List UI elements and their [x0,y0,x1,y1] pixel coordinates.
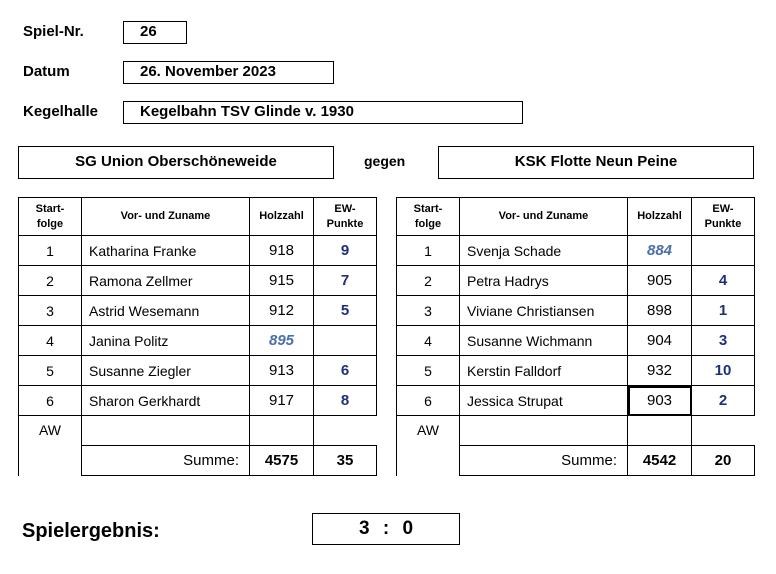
aw-label: AW [19,416,82,476]
start-nr: 3 [397,296,460,326]
spiel-nr-label: Spiel-Nr. [23,23,84,40]
ew-points-cell[interactable]: 10 [692,356,755,386]
table-row [19,266,377,296]
holzzahl-cell-selected[interactable]: 903 [628,386,692,416]
spielergebnis-label: Spielergebnis: [22,520,160,542]
aw-holz-cell[interactable] [628,416,692,446]
table-row [19,356,377,386]
ew-points-cell[interactable]: 8 [314,386,377,416]
table-row [397,266,755,296]
ew-points-cell[interactable] [692,236,755,266]
spiel-nr-field[interactable]: 26 [123,21,187,44]
holzzahl-cell[interactable]: 905 [628,266,692,296]
aw-empty [314,416,377,446]
table-row [19,386,377,416]
ew-points-cell[interactable]: 4 [692,266,755,296]
start-nr: 1 [397,236,460,266]
table-row [19,296,377,326]
table-header-row [19,198,377,236]
aw-row [397,416,755,446]
kegelhalle-field[interactable]: Kegelbahn TSV Glinde v. 1930 [123,101,523,124]
player-name[interactable]: Petra Hadrys [460,266,628,296]
col-ew-punkte: EW- Punkte [692,198,755,236]
col-holzzahl: Holzzahl [250,198,314,236]
holzzahl-cell[interactable]: 912 [250,296,314,326]
home-sum-ew: 35 [314,446,377,476]
player-name[interactable]: Svenja Schade [460,236,628,266]
holzzahl-cell[interactable]: 913 [250,356,314,386]
table-row [397,326,755,356]
aw-label: AW [397,416,460,476]
player-name[interactable]: Kerstin Falldorf [460,356,628,386]
result-field[interactable] [312,513,460,545]
col-holzzahl: Holzzahl [628,198,692,236]
holzzahl-cell-low[interactable]: 884 [628,236,692,266]
player-name[interactable]: Sharon Gerkhardt [82,386,250,416]
kegelhalle-label: Kegelhalle [23,103,99,120]
player-name[interactable]: Astrid Wesemann [82,296,250,326]
home-team-field[interactable]: SG Union Oberschöneweide [18,146,334,179]
ew-points-cell[interactable]: 3 [692,326,755,356]
start-nr: 6 [397,386,460,416]
gegen-label: gegen [364,153,406,169]
player-name[interactable]: Viviane Christiansen [460,296,628,326]
home-score-table [18,197,377,476]
aw-name-cell[interactable] [460,416,628,446]
aw-empty [692,416,755,446]
summe-label: Summe: [460,446,628,476]
away-sum-holz: 4542 [628,446,692,476]
start-nr: 3 [19,296,82,326]
holzzahl-cell[interactable]: 932 [628,356,692,386]
player-name[interactable]: Jessica Strupat [460,386,628,416]
away-sum-ew: 20 [692,446,755,476]
table-row [397,296,755,326]
aw-holz-cell[interactable] [250,416,314,446]
col-name: Vor- und Zuname [460,198,628,236]
player-name[interactable]: Susanne Ziegler [82,356,250,386]
table-row [397,386,755,416]
start-nr: 5 [19,356,82,386]
start-nr: 5 [397,356,460,386]
result-away: 0 [402,518,414,539]
start-nr: 2 [397,266,460,296]
holzzahl-cell-low[interactable]: 895 [250,326,314,356]
result-separator: : [382,518,390,539]
aw-name-cell[interactable] [82,416,250,446]
table-row [397,356,755,386]
player-name[interactable]: Janina Politz [82,326,250,356]
datum-field[interactable]: 26. November 2023 [123,61,334,84]
table-row [19,236,377,266]
ew-points-cell[interactable]: 1 [692,296,755,326]
start-nr: 6 [19,386,82,416]
holzzahl-cell[interactable]: 918 [250,236,314,266]
ew-points-cell[interactable]: 2 [692,386,755,416]
col-ew-punkte: EW- Punkte [314,198,377,236]
holzzahl-cell[interactable]: 904 [628,326,692,356]
start-nr: 1 [19,236,82,266]
away-team-field[interactable]: KSK Flotte Neun Peine [438,146,754,179]
player-name[interactable]: Ramona Zellmer [82,266,250,296]
datum-label: Datum [23,63,70,80]
holzzahl-cell[interactable]: 898 [628,296,692,326]
col-startfolge: Start- folge [19,198,82,236]
away-score-table [396,197,755,476]
table-row [397,236,755,266]
player-name[interactable]: Katharina Franke [82,236,250,266]
start-nr: 4 [19,326,82,356]
start-nr: 4 [397,326,460,356]
holzzahl-cell[interactable]: 915 [250,266,314,296]
summe-label: Summe: [82,446,250,476]
ew-points-cell[interactable]: 6 [314,356,377,386]
col-startfolge: Start- folge [397,198,460,236]
player-name[interactable]: Susanne Wichmann [460,326,628,356]
ew-points-cell[interactable]: 7 [314,266,377,296]
ew-points-cell[interactable] [314,326,377,356]
table-row [19,326,377,356]
start-nr: 2 [19,266,82,296]
ew-points-cell[interactable]: 9 [314,236,377,266]
aw-row [19,416,377,446]
holzzahl-cell[interactable]: 917 [250,386,314,416]
ew-points-cell[interactable]: 5 [314,296,377,326]
result-home: 3 [358,518,370,539]
col-name: Vor- und Zuname [82,198,250,236]
home-sum-holz: 4575 [250,446,314,476]
table-header-row [397,198,755,236]
